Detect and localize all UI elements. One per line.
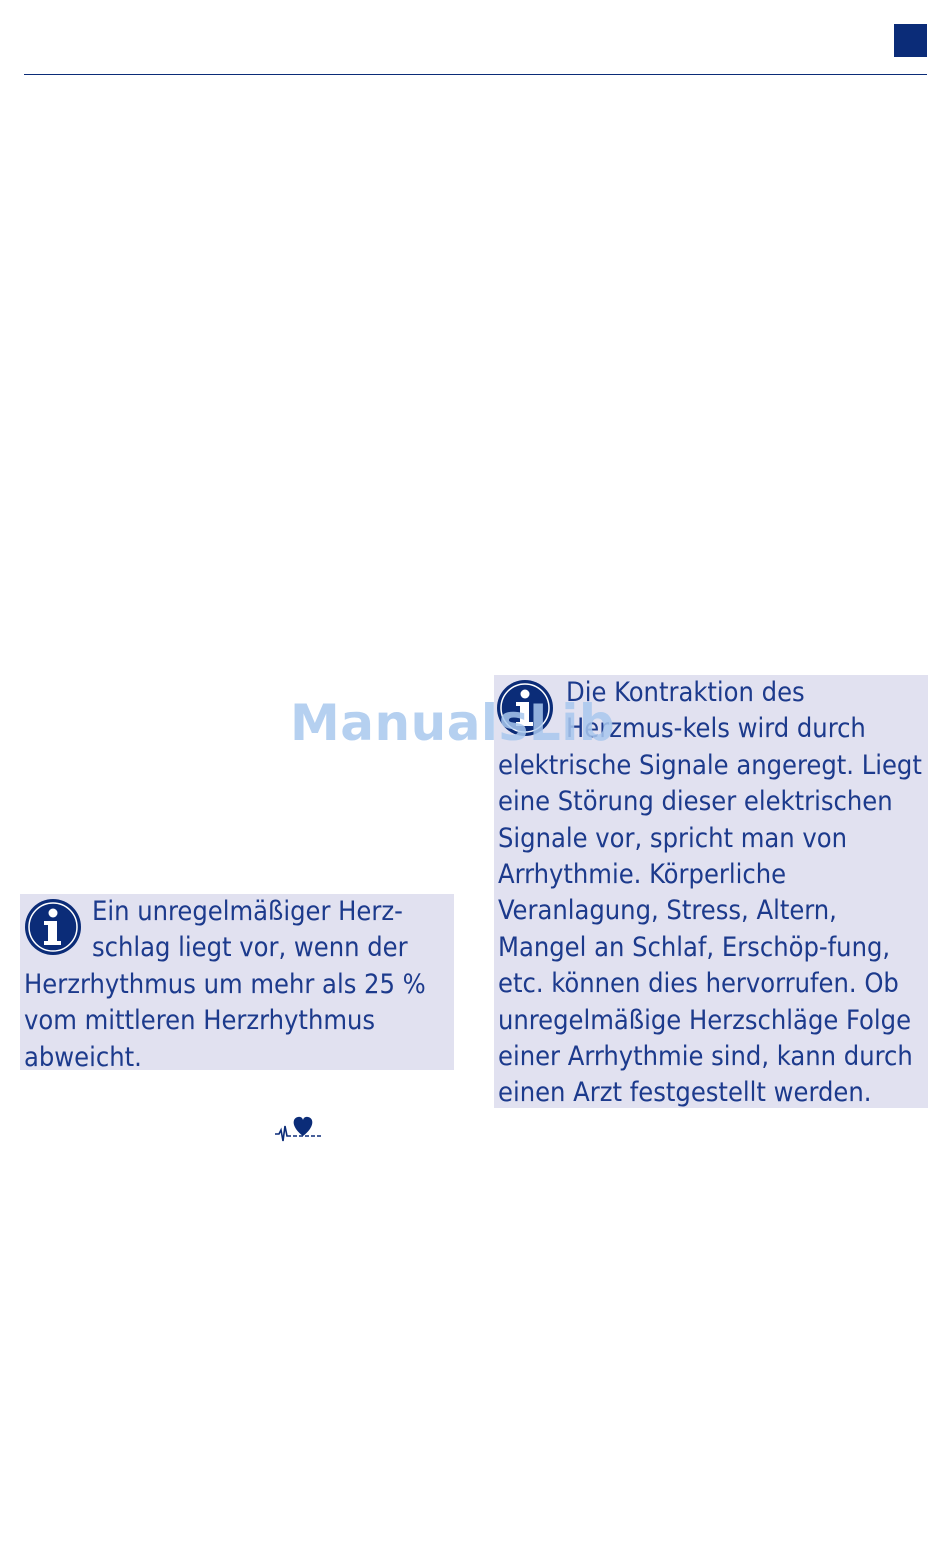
info-text-irregular-heartbeat: Ein unregelmäßiger Herz-schlag liegt vor, wenn der Herzrhythmus um mehr als 25 % vom mittleren Herzrhythmus abweicht. [24, 896, 426, 1073]
heart-pulse-icon [273, 1110, 325, 1146]
header-rule [24, 74, 927, 75]
info-box-irregular-heartbeat [20, 894, 454, 1073]
header-square [894, 24, 927, 57]
info-text-arrhythmia: Die Kontraktion des Herzmus-kels wird durch elektrische Signale angeregt. Liegt eine Störung dieser elektrischen Signale vor, spricht man von Arrhythmie. Körperliche Veranlagung, Stress, Altern, Mangel an Schlaf, Erschöp-fung, etc. können dies hervorrufen. Ob unregelmäßige Herzschläge Folge einer Arrhythmie sind, kann durch einen Arzt festgestellt werden. [498, 677, 922, 1109]
watermark: ManualsLib [290, 694, 616, 752]
